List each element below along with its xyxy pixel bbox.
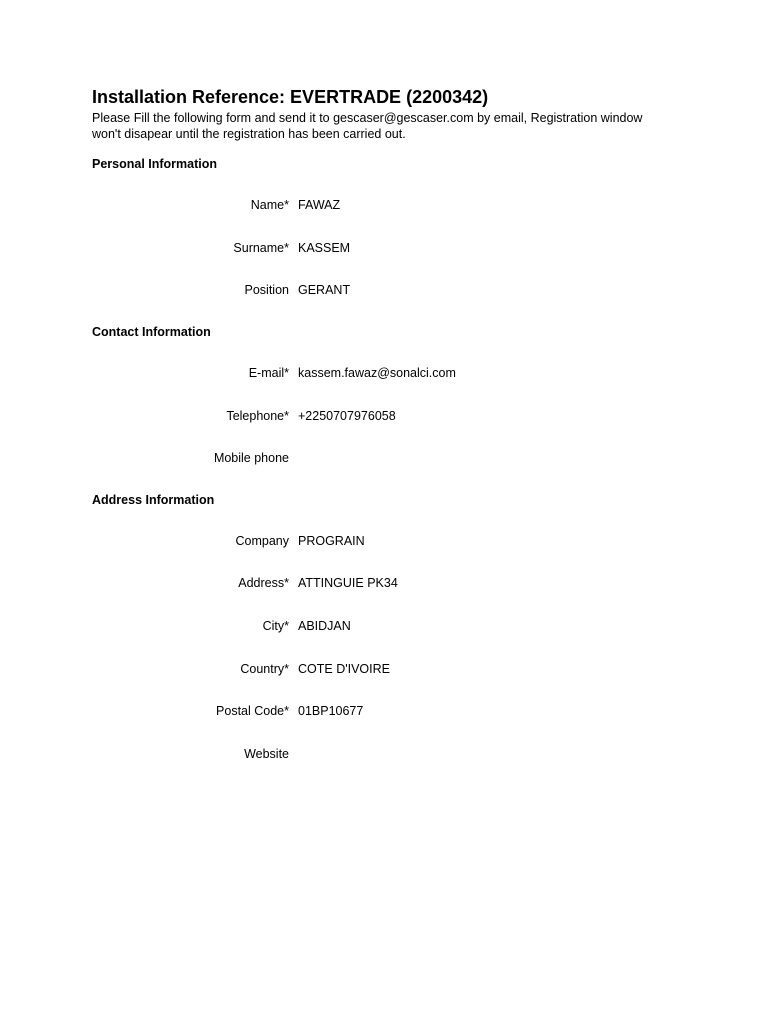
field-value-postal-code: 01BP10677: [298, 704, 364, 719]
section-heading-contact: Contact Information: [92, 324, 211, 339]
field-value-email: kassem.fawaz@sonalci.com: [298, 366, 456, 381]
registration-form: [92, 86, 692, 775]
page-title: Installation Reference: EVERTRADE (2200342): [92, 87, 489, 107]
field-label-city: City*: [262, 619, 289, 634]
field-value-surname: KASSEM: [298, 240, 351, 255]
field-row-email: [92, 352, 692, 395]
field-label-position: Position: [244, 283, 289, 298]
field-label-surname: Surname*: [233, 240, 289, 255]
field-value-address: ATTINGUIE PK34: [298, 576, 398, 591]
contact-fields: [92, 352, 692, 480]
field-row-city: [92, 605, 692, 648]
field-row-country: [92, 647, 692, 690]
field-row-address: [92, 562, 692, 605]
field-value-company: PROGRAIN: [298, 533, 365, 548]
field-row-surname: [92, 227, 692, 270]
field-value-name: FAWAZ: [298, 198, 341, 213]
field-label-mobile-phone: Mobile phone: [213, 451, 289, 466]
field-row-company: [92, 520, 692, 563]
field-label-name: Name*: [250, 198, 289, 213]
field-row-mobile-phone: [92, 437, 692, 480]
field-label-telephone: Telephone*: [226, 408, 289, 423]
personal-fields: [92, 184, 692, 312]
field-row-website: [92, 733, 692, 776]
intro-text: Please Fill the following form and send it to gescaser@gescaser.com by email, Registration window won't disapear until the registration has been carried out.: [92, 111, 643, 141]
field-row-position: [92, 269, 692, 312]
field-value-city: ABIDJAN: [298, 619, 351, 634]
field-row-telephone: [92, 394, 692, 437]
field-label-country: Country*: [240, 661, 289, 676]
address-fields: [92, 520, 692, 776]
section-heading-address: Address Information: [92, 492, 215, 507]
field-value-telephone: +2250707976058: [298, 408, 396, 423]
field-label-website: Website: [244, 746, 289, 761]
field-row-postal-code: [92, 690, 692, 733]
section-heading-personal: Personal Information: [92, 157, 218, 171]
field-row-name: [92, 184, 692, 227]
field-label-email: E-mail*: [248, 366, 289, 381]
field-label-postal-code: Postal Code*: [216, 704, 289, 719]
field-value-country: COTE D'IVOIRE: [298, 661, 390, 676]
field-label-company: Company: [235, 533, 289, 548]
field-value-position: GERANT: [298, 283, 351, 298]
field-label-address: Address*: [238, 576, 289, 591]
